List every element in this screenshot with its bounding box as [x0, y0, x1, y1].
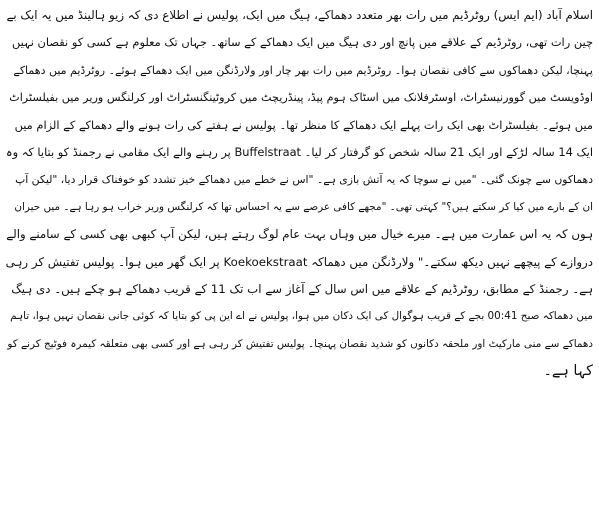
- article-line-8: ان کے بارے میں کیا کر سکتے ہیں؟" کہتی تھی۔ "مجھے کافی عرصے سے یہ احساس تھا کہ کرلنگس وریر خراب ہو رہا ہے۔ میں حیران: [14, 200, 593, 213]
- article-line-12: میں دھماکہ صبح 00:41 بجے کے قریب ہوگوال کی ایک دکان میں ہوا، پولیس نے اے این پی کو بتایا کہ کوئی جانی نقصان نہیں ہوا، تاہم: [10, 310, 593, 323]
- article-line-10: دروازے کے پیچھے نہیں دیکھ سکتے۔" ولارڈنگن میں دھماکہ Koekoekstraat پر ایک گھر میں ہوا۔ پولیس تفتیش کر رہی: [6, 254, 593, 269]
- article-body: [6, 2, 593, 386]
- article-line-5: میں ہوئے۔ بفیلسٹراٹ بھی ایک رات پہلے ایک دھماکے کا منظر تھا۔ پولیس نے ہفتے کی رات ہونے والے دھماکے کے الزام میں: [14, 117, 593, 132]
- article-line-2: چین رات تھی، روٹرڈیم کے علاقے میں پانچ اور دی ہیگ میں ایک دھماکے کے ساتھ۔ جہاں تک معلوم ہے کسی کو نقصان نہیں: [11, 35, 593, 50]
- article-line-6: ایک 14 سالہ لڑکے اور ایک 21 سالہ شخص کو گرفتار کر لیا۔ Buffelstraat پر رہنے والے ایک مقامی نے رجمنڈ کو بتایا کہ وہ: [6, 145, 593, 160]
- article-line-4: اوڈویسٹ میں گوورنیسٹراٹ، اوسٹرفلانک میں اسٹاک ہوم پیڈ، پینڈریچٹ میں کروٹینگنسٹراٹ اور کرلنگس وریر میں بفیلسٹراٹ: [9, 91, 593, 105]
- article-line-11: ہے۔ رجمنڈ کے مطابق، روٹرڈیم کے علاقے میں اس سال کے آغاز سے اب تک 11 کے قریب دھماکے ہو چکے ہیں۔ دی ہیگ: [11, 282, 593, 297]
- article-line-14: کہا ہے۔: [543, 363, 593, 380]
- article-line-9: ہوں کہ یہ اس عمارت میں ہے۔ میرے خیال میں وہاں بہت عام لوگ رہتے ہیں، لیکن آپ کبھی بھی کسی کے سامنے والے: [6, 227, 593, 242]
- article-line-3: پہنچا، لیکن دھماکوں سے کافی نقصان ہوا۔ روٹرڈیم میں رات بھر چار اور ولارڈنگن میں ایک دھماکے ہوئے۔ روٹرڈیم میں دھماکے: [13, 63, 593, 77]
- article-line-13: دھماکے سے منی مارکیٹ اور ملحقہ دکانوں کو شدید نقصان پہنچا۔ پولیس تفتیش کر رہی ہے اور کسی بھی متعلقہ کیمرہ فوٹیج کرنے کو: [7, 337, 593, 350]
- article-line-1: اسلام آباد (ایم ایس) روٹرڈیم میں رات بھر متعدد دھماکے، ہیگ میں ایک، پولیس نے اطلاع دی کہ زیو ہالینڈ میں یہ ایک بے: [6, 8, 593, 22]
- article-line-7: دھماکوں سے چونک گئی۔ "میں نے سوچا کہ یہ آتش بازی ہے۔ "اس نے خطے میں دھماکے خیز تشدد کو خوفناک قرار دیا، "لیکن آپ: [15, 173, 593, 187]
